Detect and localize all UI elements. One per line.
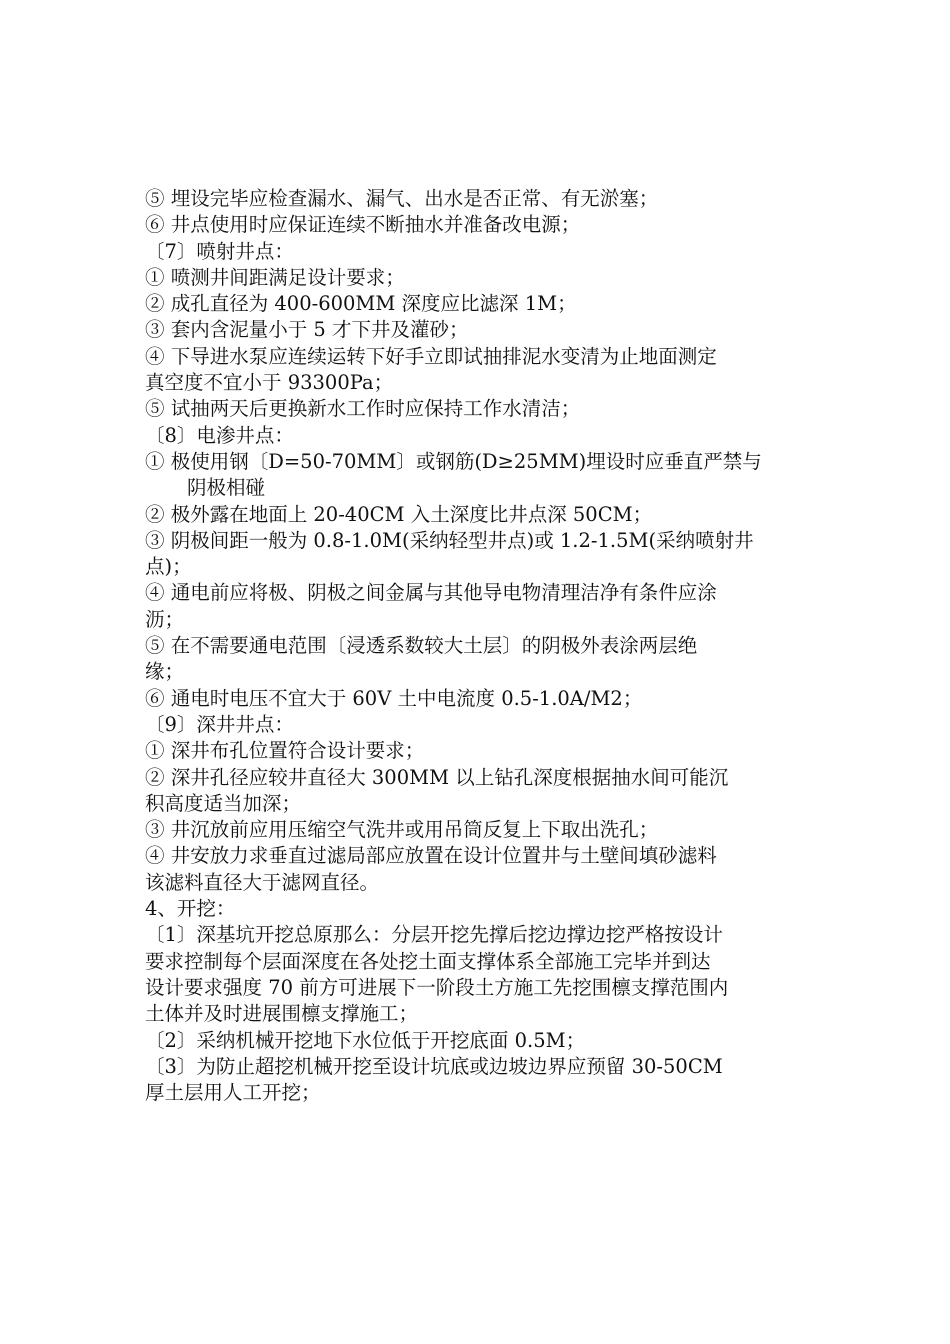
text-line: 要求控制每个层面深度在各处挖土面支撑体系全部施工完毕并到达 xyxy=(145,949,711,973)
text-line: 土体并及时进展围檩支撑施工； xyxy=(145,1002,419,1026)
text-line: ⑥ 井点使用时应保证连续不断抽水并准备改电源； xyxy=(145,213,581,237)
text-line: 缘； xyxy=(145,660,185,684)
text-line: 〔3〕为防止超挖机械开挖至设计坑底或边坡边界应预留 30-50CM xyxy=(145,1054,723,1078)
section-heading: 〔8〕电渗井点： xyxy=(145,423,294,447)
text-line: 真空度不宜小于 93300Pa； xyxy=(145,371,394,395)
text-line: ⑤ 在不需要通电范围〔浸透系数较大土层〕的阴极外表涂两层绝 xyxy=(145,634,698,658)
text-line: ② 成孔直径为 400-600MM 深度应比滤深 1M； xyxy=(145,292,577,316)
text-line: ③ 井沉放前应用压缩空气洗井或用吊筒反复上下取出洗孔； xyxy=(145,818,659,842)
section-heading: 〔7〕喷射井点： xyxy=(145,239,294,263)
text-line-indented: 阴极相碰 xyxy=(187,476,266,500)
text-line: 设计要求强度 70 前方可进展下一阶段土方施工先挖围檩支撑范围内 xyxy=(145,975,729,999)
text-line: ③ 阴极间距一般为 0.8-1.0M(采纳轻型井点)或 1.2-1.5M(采纳喷射井 xyxy=(145,528,754,552)
section-heading: 〔9〕深井井点： xyxy=(145,712,294,736)
text-line: ② 极外露在地面上 20-40CM 入土深度比井点深 50CM； xyxy=(145,502,653,526)
text-line: ① 极使用钢〔D=50-70MM〕或钢筋(D≥25MM)埋设时应垂直严禁与 xyxy=(145,449,762,473)
text-line: 点)； xyxy=(145,555,192,579)
text-line: 〔2〕采纳机械开挖地下水位低于开挖底面 0.5M； xyxy=(145,1028,586,1052)
document-body xyxy=(145,186,805,1106)
text-line: ④ 下导进水泵应连续运转下好手立即试抽排泥水变清为止地面测定 xyxy=(145,344,717,368)
text-line: 厚土层用人工开挖； xyxy=(145,1081,321,1105)
text-line: ④ 井安放力求垂直过滤局部应放置在设计位置井与土壁间填砂滤料 xyxy=(145,844,717,868)
text-line: 该滤料直径大于滤网直径。 xyxy=(145,870,380,894)
text-line: ① 深井布孔位置符合设计要求； xyxy=(145,739,425,763)
text-line: 沥； xyxy=(145,607,185,631)
text-line: ④ 通电前应将极、阴极之间金属与其他导电物清理洁净有条件应涂 xyxy=(145,581,717,605)
text-line: ⑤ 埋设完毕应检查漏水、漏气、出水是否正常、有无淤塞； xyxy=(145,187,659,210)
text-line: ③ 套内含泥量小于 5 才下井及灌砂； xyxy=(145,318,469,342)
text-line: 〔1〕深基坑开挖总原那么：分层开挖先撑后挖边撑边挖严格按设计 xyxy=(145,923,723,947)
text-line: 积高度适当加深； xyxy=(145,791,302,815)
text-line: ② 深井孔径应较井直径大 300MM 以上钻孔深度根据抽水间可能沉 xyxy=(145,765,729,789)
text-line: ⑤ 试抽两天后更换新水工作时应保持工作水清洁； xyxy=(145,397,581,421)
text-line: ① 喷测井间距满足设计要求； xyxy=(145,265,405,289)
section-heading: 4、开挖： xyxy=(145,897,236,921)
text-line: ⑥ 通电时电压不宜大于 60V 土中电流度 0.5-1.0A/M2； xyxy=(145,686,643,710)
